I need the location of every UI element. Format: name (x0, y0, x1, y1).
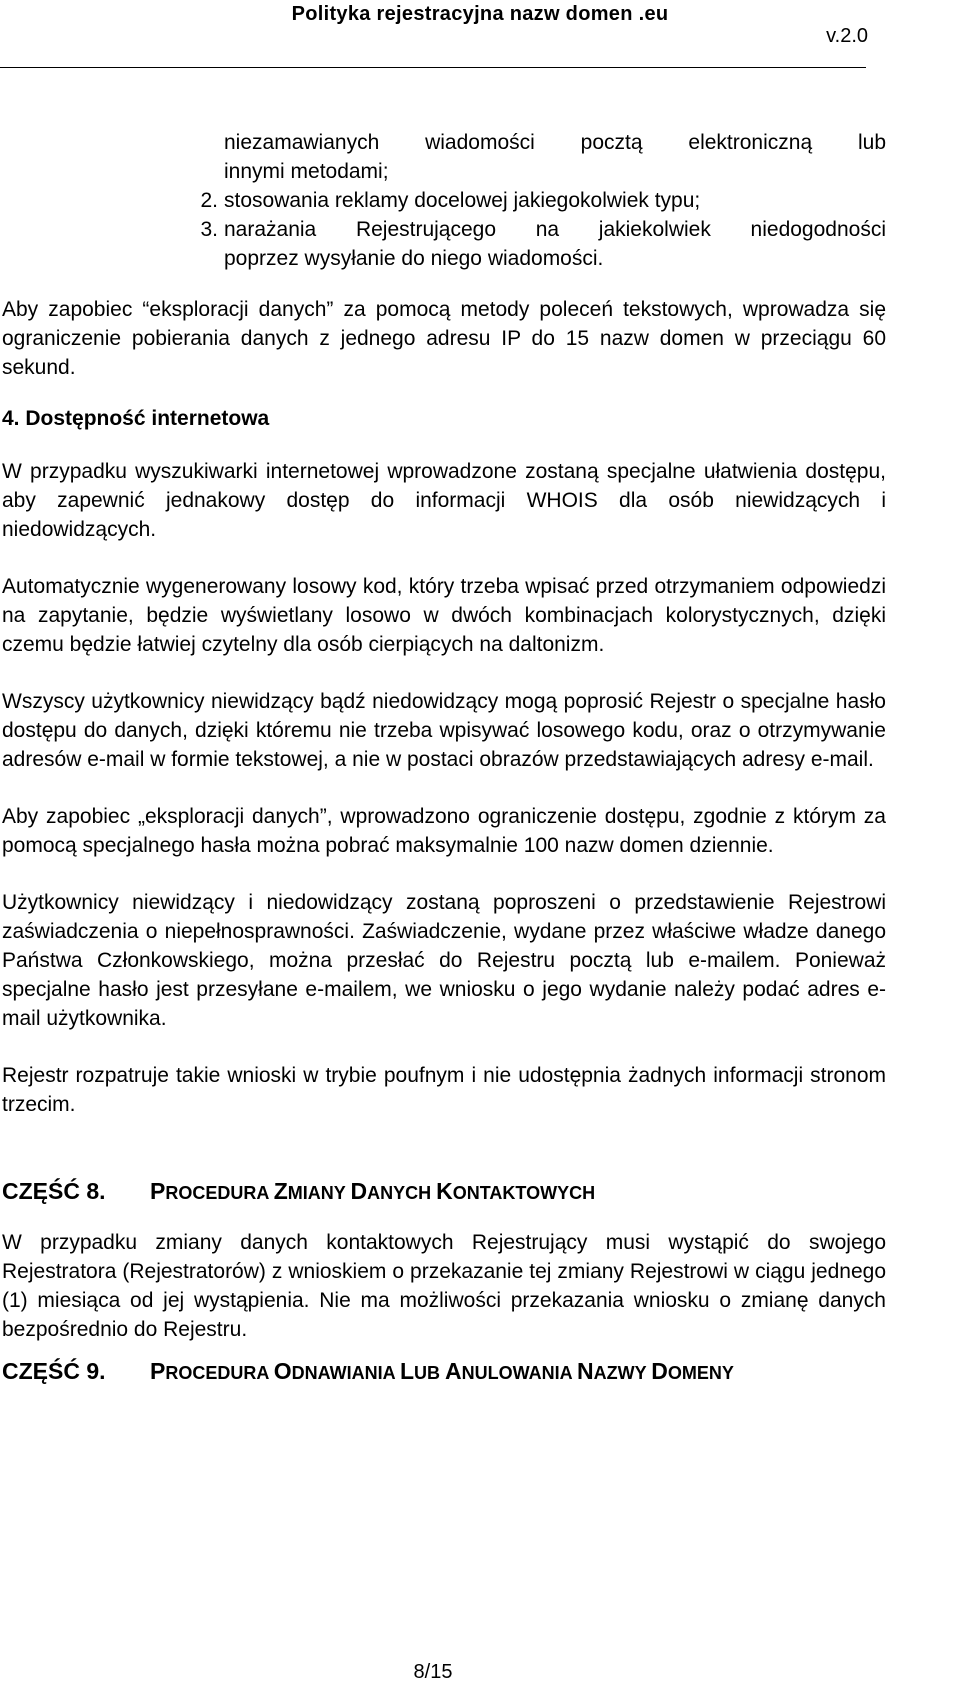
list-item-number: 3. (200, 218, 218, 241)
list-item (2, 157, 886, 186)
paragraph: Użytkownicy niewidzący i niedowidzący zostaną poproszeni o przedstawienie Rejestrowi zaświadczenia o niepełnosprawności. Zaświadczenie, wydane przez właściwe władze danego Państwa Członkowskiego, można przesłać do Rejestru pocztą lub e-mailem. Ponieważ specjalne hasło jest przesyłane e-mailem, we wniosku o jego wydanie należy podać adres e-mail użytkownika. (2, 891, 886, 1030)
list-item-number: 2. (200, 189, 218, 212)
part-label: CZĘŚĆ 8. (2, 1178, 106, 1204)
part-label: CZĘŚĆ 9. (2, 1358, 106, 1384)
list-item (2, 244, 886, 273)
list-item-text: stosowania reklamy docelowej jakiegokolwiek typu; (224, 189, 701, 212)
paragraph: Rejestr rozpatruje takie wnioski w trybie poufnym i nie udostępnia żadnych informacji stronom trzecim. (2, 1064, 886, 1116)
list-item-text: narażania Rejestrującego na jakiekolwiek niedogodności (224, 218, 886, 241)
part-9-heading (2, 1354, 886, 1390)
part-title: PROCEDURA ZMIANY DANYCH KONTAKTOWYCH (150, 1178, 596, 1204)
paragraph: Wszyscy użytkownicy niewidzący bądź niedowidzący mogą poprosić Rejestr o specjalne hasło dostępu do danych, dzięki któremu nie trzeba wpisywać losowego kodu, oraz o otrzymywanie adresów e-mail w formie tekstowej, a nie w postaci obrazów przedstawiających adresy e-mail. (2, 690, 886, 771)
numbered-list (2, 128, 886, 273)
header-divider (0, 67, 866, 68)
page-number: 8/15 (413, 1661, 453, 1683)
list-item (2, 215, 886, 244)
list-item-text: poprzez wysyłanie do niego wiadomości. (224, 247, 604, 270)
document-version: v.2.0 (826, 25, 868, 47)
document-title: Polityka rejestracyjna nazw domen .eu (291, 3, 669, 25)
paragraph: W przypadku wyszukiwarki internetowej wprowadzone zostaną specjalne ułatwienia dostępu, aby zapewnić jednakowy dostęp do informacji WHOIS dla osób niewidzących i niedowidzących. (2, 460, 886, 541)
section-heading: 4. Dostępność internetowa (2, 407, 270, 430)
list-item-text: niezamawianych wiadomości pocztą elektroniczną lub (224, 131, 886, 154)
paragraph: Automatycznie wygenerowany losowy kod, który trzeba wpisać przed otrzymaniem odpowiedzi na zapytanie, będzie wyświetlany losowo w dwóch kombinacjach kolorystycznych, dzięki czemu będzie łatwiej czytelny dla osób cierpiących na daltonizm. (2, 575, 886, 656)
paragraph: Aby zapobiec „eksploracji danych”, wprowadzono ograniczenie dostępu, zgodnie z którym za pomocą specjalnego hasła można pobrać maksymalnie 100 nazw domen dziennie. (2, 805, 886, 857)
part-8-heading (2, 1174, 886, 1210)
page-body (2, 128, 886, 1390)
paragraph: Aby zapobiec “eksploracji danych” za pomocą metody poleceń tekstowych, wprowadza się ograniczenie pobierania danych z jednego adresu IP do 15 nazw domen w przeciągu 60 sekund. (2, 298, 886, 379)
part-title: PROCEDURA ODNAWIANIA LUB ANULOWANIA NAZWY DOMENY (150, 1358, 734, 1384)
list-item (2, 186, 886, 215)
list-item (2, 128, 886, 157)
paragraph: W przypadku zmiany danych kontaktowych Rejestrujący musi wystąpić do swojego Rejestratora (Rejestratorów) z wnioskiem o przekazanie tej zmiany Rejestrowi w ciągu jednego (1) miesiąca od jej wystąpienia. Nie ma możliwości przekazania wniosku o zmianę danych bezpośrednio do Rejestru. (2, 1231, 886, 1341)
list-item-text: innymi metodami; (224, 160, 389, 183)
